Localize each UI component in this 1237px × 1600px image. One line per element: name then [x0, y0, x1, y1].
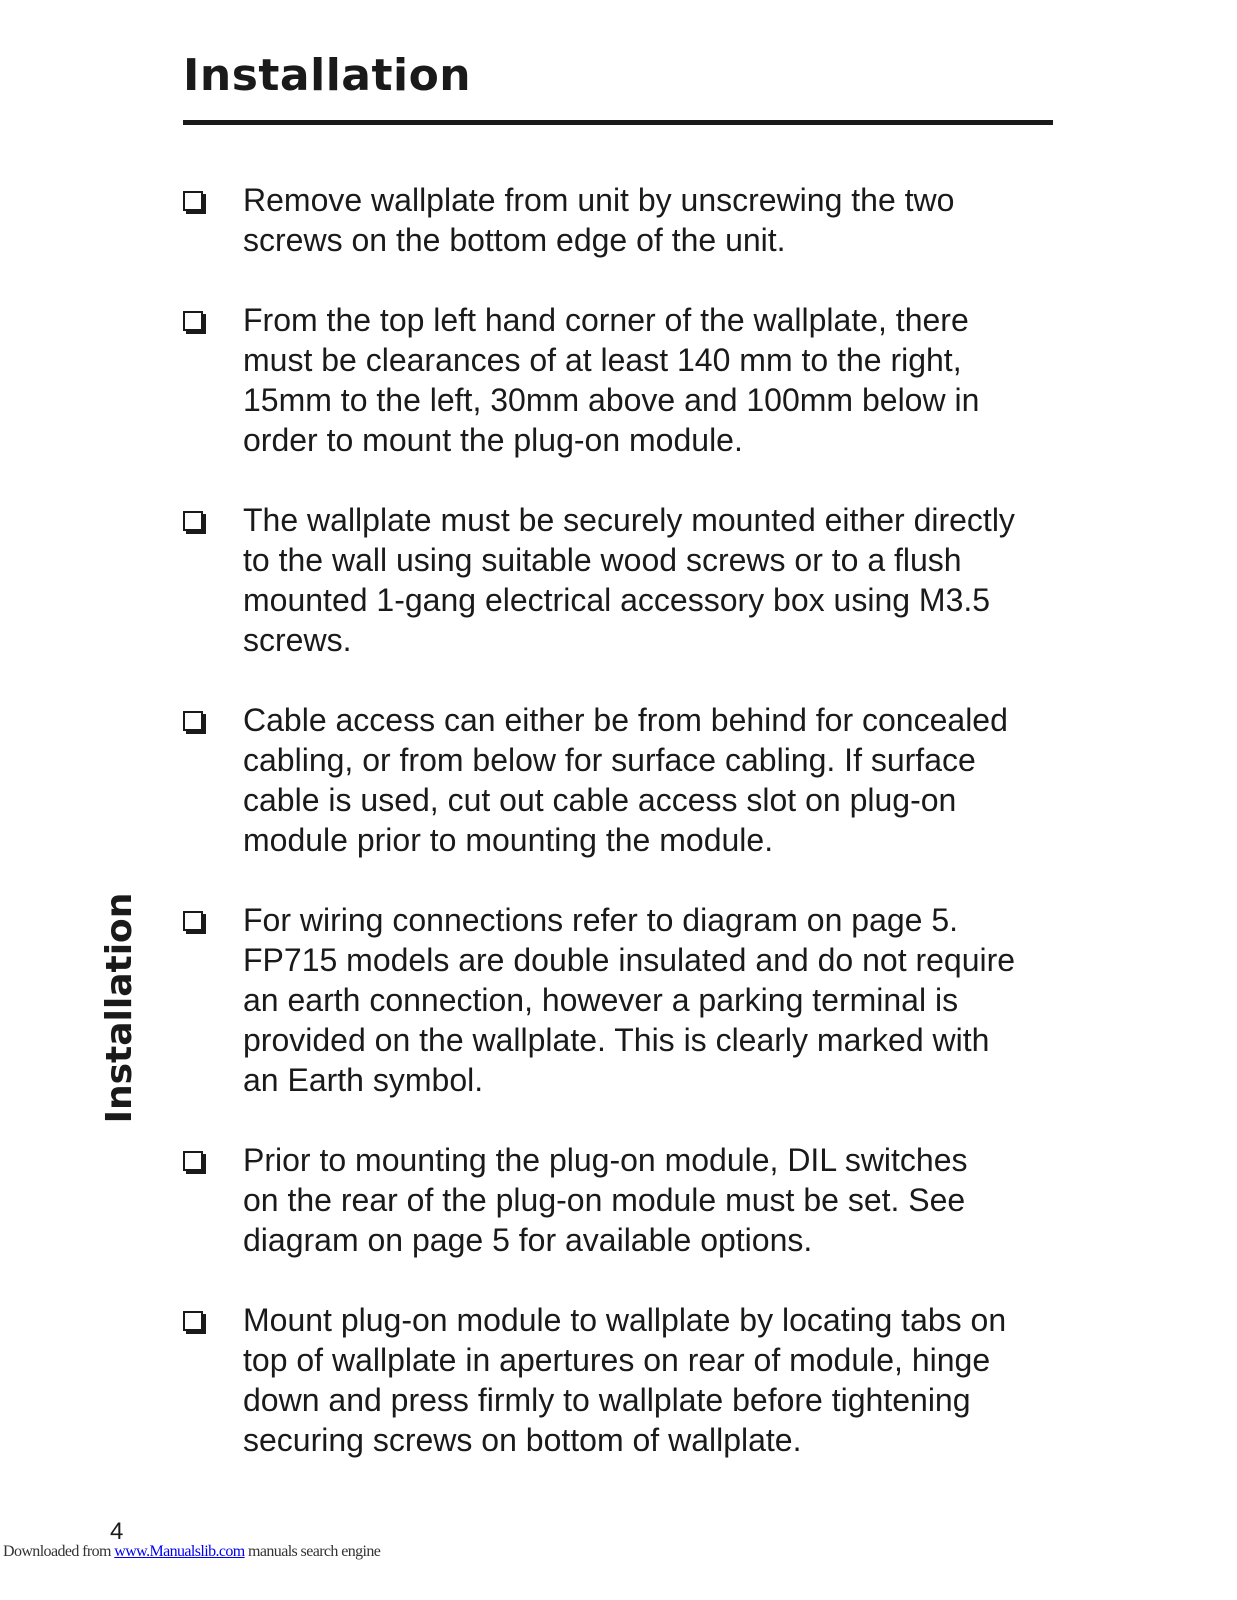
checkbox-icon [183, 511, 203, 531]
checkbox-icon [183, 1151, 203, 1171]
instruction-text: Remove wallplate from unit by unscrewing the two screws on the bottom edge of the unit. [243, 182, 955, 258]
manualslib-link[interactable]: www.Manualslib.com [114, 1543, 245, 1560]
instruction-list [183, 180, 1063, 1500]
page-title: Installation [183, 50, 472, 101]
page-number: 4 [110, 1518, 124, 1545]
footer-prefix: Downloaded from [3, 1543, 115, 1560]
instruction-text: Prior to mounting the plug-on module, DIL switches on the rear of the plug-on module must be set. See diagram on page 5 for available options. [243, 1142, 968, 1258]
instruction-item [183, 1140, 1063, 1260]
side-tab-label: Installation [99, 892, 140, 1123]
instruction-text: For wiring connections refer to diagram on page 5. FP715 models are double insulated and do not require an earth connection, however a parking terminal is provided on the wallplate. This is clearly marked with an Earth symbol. [243, 902, 1016, 1098]
checkbox-icon [183, 911, 203, 931]
instruction-item [183, 900, 1063, 1100]
side-tab [99, 892, 140, 1123]
checkbox-icon [183, 311, 203, 331]
instruction-text: Cable access can either be from behind for concealed cabling, or from below for surface cabling. If surface cable is used, cut out cable access slot on plug-on module prior to mounting the module. [243, 702, 1008, 858]
instruction-item [183, 1300, 1063, 1460]
instruction-text: Mount plug-on module to wallplate by locating tabs on top of wallplate in apertures on rear of module, hinge down and press firmly to wallplate before tightening securing screws on bottom of wallplate. [243, 1302, 1007, 1458]
title-divider [183, 120, 1053, 125]
instruction-text: The wallplate must be securely mounted either directly to the wall using suitable wood screws or to a flush mounted 1-gang electrical accessory box using M3.5 screws. [243, 502, 1015, 658]
instruction-item [183, 700, 1063, 860]
instruction-item [183, 300, 1063, 460]
checkbox-icon [183, 1311, 203, 1331]
instruction-item [183, 500, 1063, 660]
instruction-text: From the top left hand corner of the wallplate, there must be clearances of at least 140 mm to the right, 15mm to the left, 30mm above and 100mm below in order to mount the plug-on module. [243, 302, 980, 458]
instruction-item [183, 180, 1063, 260]
footer-suffix: manuals search engine [244, 1543, 381, 1560]
download-footer [3, 1543, 380, 1561]
checkbox-icon [183, 711, 203, 731]
checkbox-icon [183, 191, 203, 211]
